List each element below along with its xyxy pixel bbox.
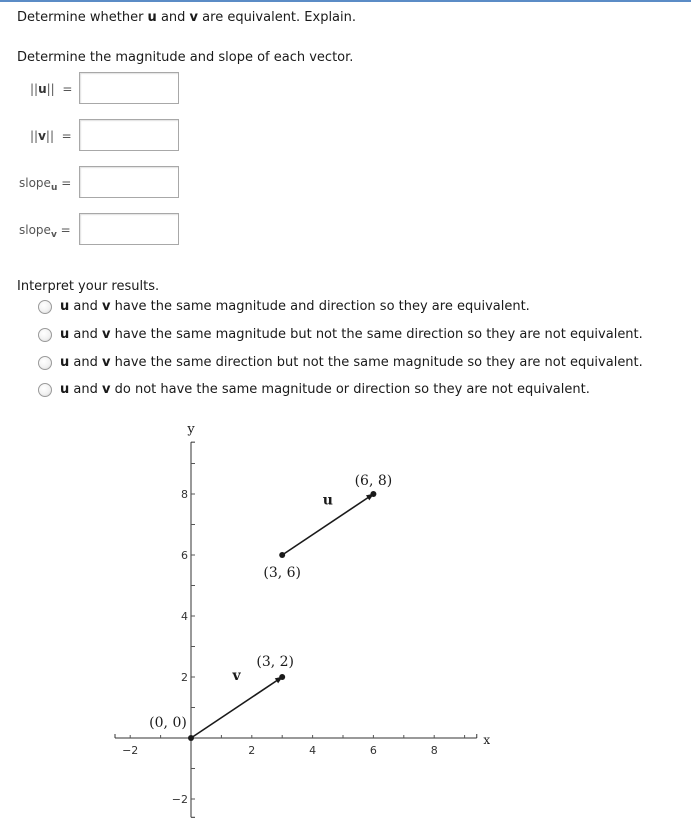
slope-v-label: slope$_v$ = [19, 223, 71, 240]
norm-u-label: ||u|| = [30, 82, 73, 96]
y-tick-label: 8 [181, 488, 188, 501]
vector-u-name: u [322, 492, 333, 509]
y-axis-label: y [187, 422, 195, 438]
prompt-text: and [156, 10, 190, 25]
vector-u-tail-point [279, 552, 285, 558]
slope-u-label: slope$_u$ = [19, 176, 72, 193]
option-label: u and v have the same magnitude but not the same direction so they are not equivalent. [60, 327, 643, 342]
x-tick-label: 2 [248, 744, 256, 757]
y-tick-label: 4 [181, 610, 188, 623]
vector-v-head-point [279, 674, 285, 680]
option-label: u and v have the same direction but not the same magnitude so they are not equivalent. [60, 355, 643, 370]
norm-v-label: ||v|| = [30, 129, 72, 143]
y-tick-label: −2 [171, 793, 188, 806]
interpret-heading: Interpret your results. [17, 279, 160, 294]
vector-v-head-label: (3, 2) [256, 654, 295, 670]
vector-u-head-label: (6, 8) [354, 473, 393, 489]
x-tick-label: 6 [369, 744, 377, 757]
y-tick-label: 2 [181, 671, 188, 684]
vector-v-arrow [191, 677, 282, 738]
vector-v-name: v [232, 668, 241, 685]
vector-u-tail-label: (3, 6) [263, 565, 302, 581]
option-label: u and v have the same magnitude and direction so they are equivalent. [60, 299, 530, 314]
vector-u-head-point [370, 491, 376, 497]
prompt-text: Determine whether [17, 10, 148, 25]
x-axis-label: x [483, 733, 491, 747]
subquestion-prompt: Determine the magnitude and slope of each vector. [17, 50, 354, 65]
x-tick-label: 4 [309, 744, 317, 757]
option-label: u and v do not have the same magnitude or direction so they are not equivalent. [60, 382, 590, 397]
vector-u-symbol: u [147, 10, 157, 25]
vector-v-tail-label: (0, 0) [149, 715, 187, 731]
vector-v-tail-point [188, 735, 194, 741]
x-tick-label: 8 [430, 744, 438, 757]
vector-v-symbol: v [189, 10, 199, 25]
prompt-text: are equivalent. Explain. [198, 10, 357, 25]
y-tick-label: 6 [181, 549, 188, 562]
x-tick-label: −2 [122, 744, 139, 757]
